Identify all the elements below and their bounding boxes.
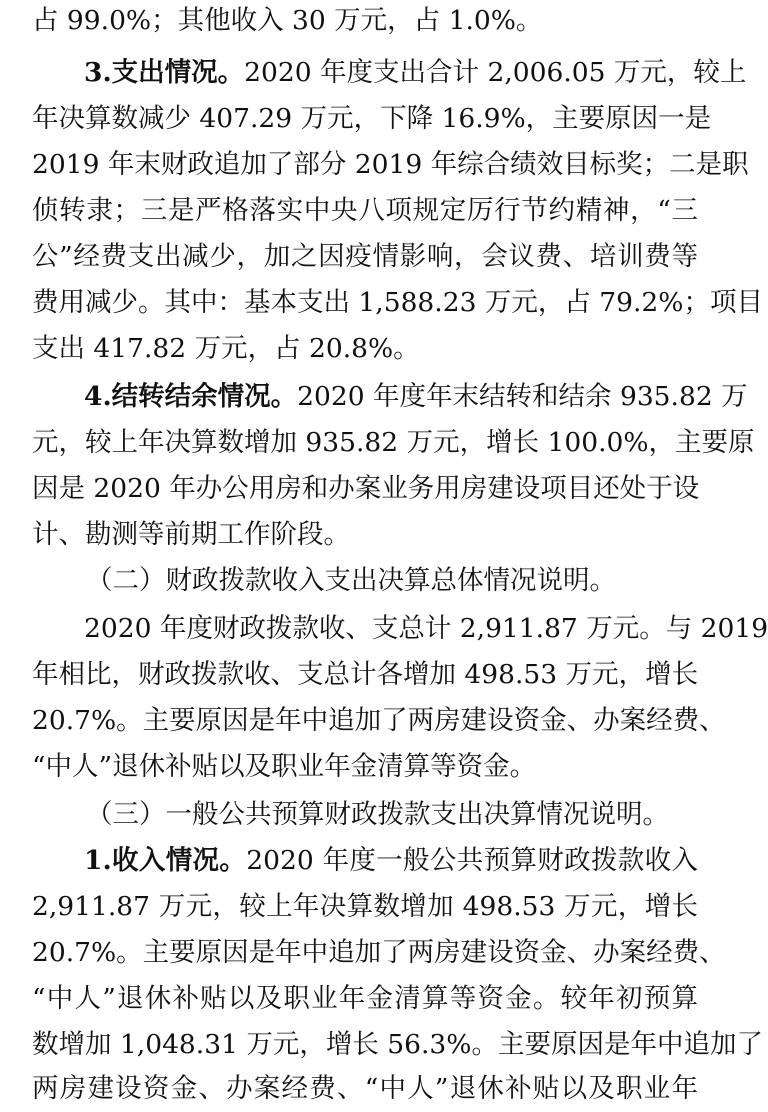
paragraph-line: 20.7%。主要原因是年中追加了两房建设资金、办案经费、 (32, 937, 726, 968)
section-heading: 1.收入情况。 (84, 845, 247, 876)
section-heading: 3.支出情况。 (84, 57, 245, 88)
paragraph-line: 2020 年度财政拨款收、支总计 2,911.87 万元。与 2019 (84, 613, 768, 644)
paragraph-line: 20.7%。主要原因是年中追加了两房建设资金、办案经费、 (32, 705, 726, 736)
section-heading: 4.结转结余情况。 (84, 381, 298, 412)
paragraph-line: 公”经费支出减少，加之因疫情影响，会议费、培训费等 (32, 241, 698, 272)
paragraph-line: 占 99.0%；其他收入 30 万元，占 1.0%。 (32, 5, 543, 36)
paragraph-line: 年相比，财政拨款收、支总计各增加 498.53 万元，增长 (32, 659, 699, 690)
paragraph-line: 2019 年末财政追加了部分 2019 年综合绩效目标奖；二是职 (32, 149, 749, 180)
paragraph-line: 侦转隶；三是严格落实中央八项规定厉行节约精神，“三 (32, 195, 698, 226)
paragraph-line: 1.收入情况。2020 年度一般公共预算财政拨款收入 (84, 845, 698, 876)
subsection-heading: （二）财政拨款收入支出决算总体情况说明。 (86, 565, 616, 596)
paragraph-line: 数增加 1,048.31 万元，增长 56.3%。主要原因是年中追加了 (32, 1029, 763, 1060)
paragraph-line: 3.支出情况。2020 年度支出合计 2,006.05 万元，较上 (84, 57, 747, 88)
paragraph-line: 费用减少。其中：基本支出 1,588.23 万元，占 79.2%；项目 (32, 287, 763, 318)
paragraph-line: 4.结转结余情况。2020 年度年末结转和结余 935.82 万 (84, 381, 748, 412)
paragraph-line: 支出 417.82 万元，占 20.8%。 (32, 333, 420, 364)
subsection-heading: （三）一般公共预算财政拨款支出决算情况说明。 (86, 799, 669, 830)
paragraph-line: 两房建设资金、办案经费、“中人”退休补贴以及职业年 (32, 1073, 698, 1104)
paragraph-line: “中人”退休补贴以及职业年金清算等资金。较年初预算 (32, 983, 698, 1014)
paragraph-line: 因是 2020 年办公用房和办案业务用房建设项目还处于设 (32, 473, 700, 504)
paragraph-line: 计、勘测等前期工作阶段。 (32, 519, 350, 550)
paragraph-line: “中人”退休补贴以及职业年金清算等资金。 (32, 751, 537, 782)
paragraph-line: 元，较上年决算数增加 935.82 万元，增长 100.0%，主要原 (32, 427, 755, 458)
paragraph-line: 年决算数减少 407.29 万元，下降 16.9%，主要原因一是 (32, 103, 712, 134)
paragraph-line: 2,911.87 万元，较上年决算数增加 498.53 万元，增长 (32, 891, 698, 922)
